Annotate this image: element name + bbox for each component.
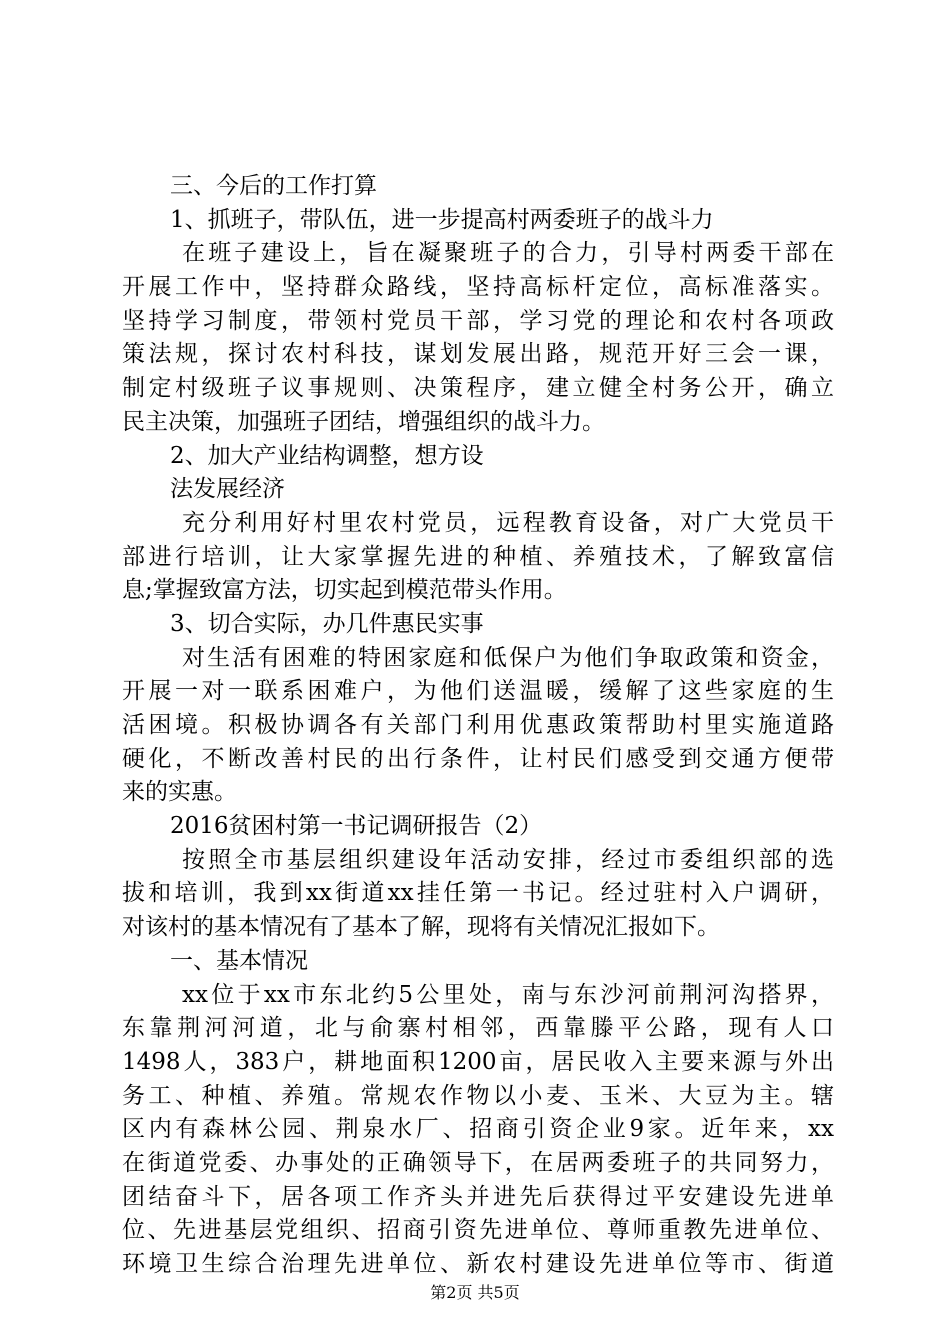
text-line: 对该村的基本情况有了基本了解，现将有关情况汇报如下。 <box>122 914 720 941</box>
text-line: 东靠荆河河道，北与俞寨村相邻，西靠滕平公路，现有人口 <box>122 1015 834 1042</box>
text-line: 在街道党委、办事处的正确领导下，在居两委班子的共同努力， <box>122 1149 834 1176</box>
text-line: 硬化，不断改善村民的出行条件，让村民们感受到交通方便带 <box>122 745 834 772</box>
text-line: 一、基本情况 <box>170 947 308 974</box>
text-line: 2、加大产业结构调整，想方设 <box>170 442 484 469</box>
text-line: 在班子建设上，旨在凝聚班子的合力，引导村两委干部在 <box>182 240 834 267</box>
text-line: 充分利用好村里农村党员，远程教育设备，对广大党员干 <box>182 509 834 536</box>
text-line: 团结奋斗下，居各项工作齐头并进先后获得过平安建设先进单 <box>122 1183 834 1210</box>
text-line: 活困境。积极协调各有关部门利用优惠政策帮助村里实施道路 <box>122 712 834 738</box>
text-line: 民主决策，加强班子团结，增强组织的战斗力。 <box>122 408 605 435</box>
text-line: 制定村级班子议事规则、决策程序，建立健全村务公开，确立 <box>122 375 834 402</box>
text-line: 开展工作中，坚持群众路线，坚持高标杆定位，高标准落实。 <box>122 274 834 301</box>
text-line: xx位于xx市东北约5公里处，南与东沙河前荆河沟搭界， <box>182 981 834 1008</box>
document-body <box>122 170 834 1282</box>
text-line: 策法规，探讨农村科技，谋划发展出路，规范开好三会一课， <box>122 341 834 368</box>
text-line: 开展一对一联系困难户，为他们送温暖，缓解了这些家庭的生 <box>122 678 834 705</box>
text-line: 2016贫困村第一书记调研报告（2） <box>170 813 543 840</box>
text-line: 部进行培训，让大家掌握先进的种植、养殖技术，了解致富信 <box>122 543 834 570</box>
text-line: 环境卫生综合治理先进单位、新农村建设先进单位等市、街道 <box>122 1251 834 1277</box>
text-line: 3、切合实际，办几件惠民实事 <box>170 610 484 637</box>
text-line: 息;掌握致富方法，切实起到模范带头作用。 <box>122 577 567 604</box>
text-line: 1498人，383户，耕地面积1200亩，居民收入主要来源与外出 <box>122 1048 834 1075</box>
text-line: 位、先进基层党组织、招商引资先进单位、尊师重教先进单位、 <box>122 1217 834 1244</box>
text-line: 来的实惠。 <box>122 779 237 806</box>
text-line: 区内有森林公园、荆泉水厂、招商引资企业9家。近年来，xx <box>122 1116 834 1143</box>
text-line: 三、今后的工作打算 <box>170 173 377 199</box>
text-line: 按照全市基层组织建设年活动安排，经过市委组织部的选 <box>182 846 834 873</box>
page-footer: 第2页 共5页 <box>430 1283 520 1302</box>
text-line: 坚持学习制度，带领村党员干部，学习党的理论和农村各项政 <box>122 307 834 334</box>
text-line: 1、抓班子，带队伍，进一步提高村两委班子的战斗力 <box>170 206 714 233</box>
text-line: 法发展经济 <box>170 476 285 503</box>
text-line: 对生活有困难的特困家庭和低保户为他们争取政策和资金， <box>182 644 834 671</box>
text-line: 务工、种植、养殖。常规农作物以小麦、玉米、大豆为主。辖 <box>122 1082 834 1109</box>
text-line: 拔和培训，我到xx街道xx挂任第一书记。经过驻村入户调研， <box>122 880 834 907</box>
